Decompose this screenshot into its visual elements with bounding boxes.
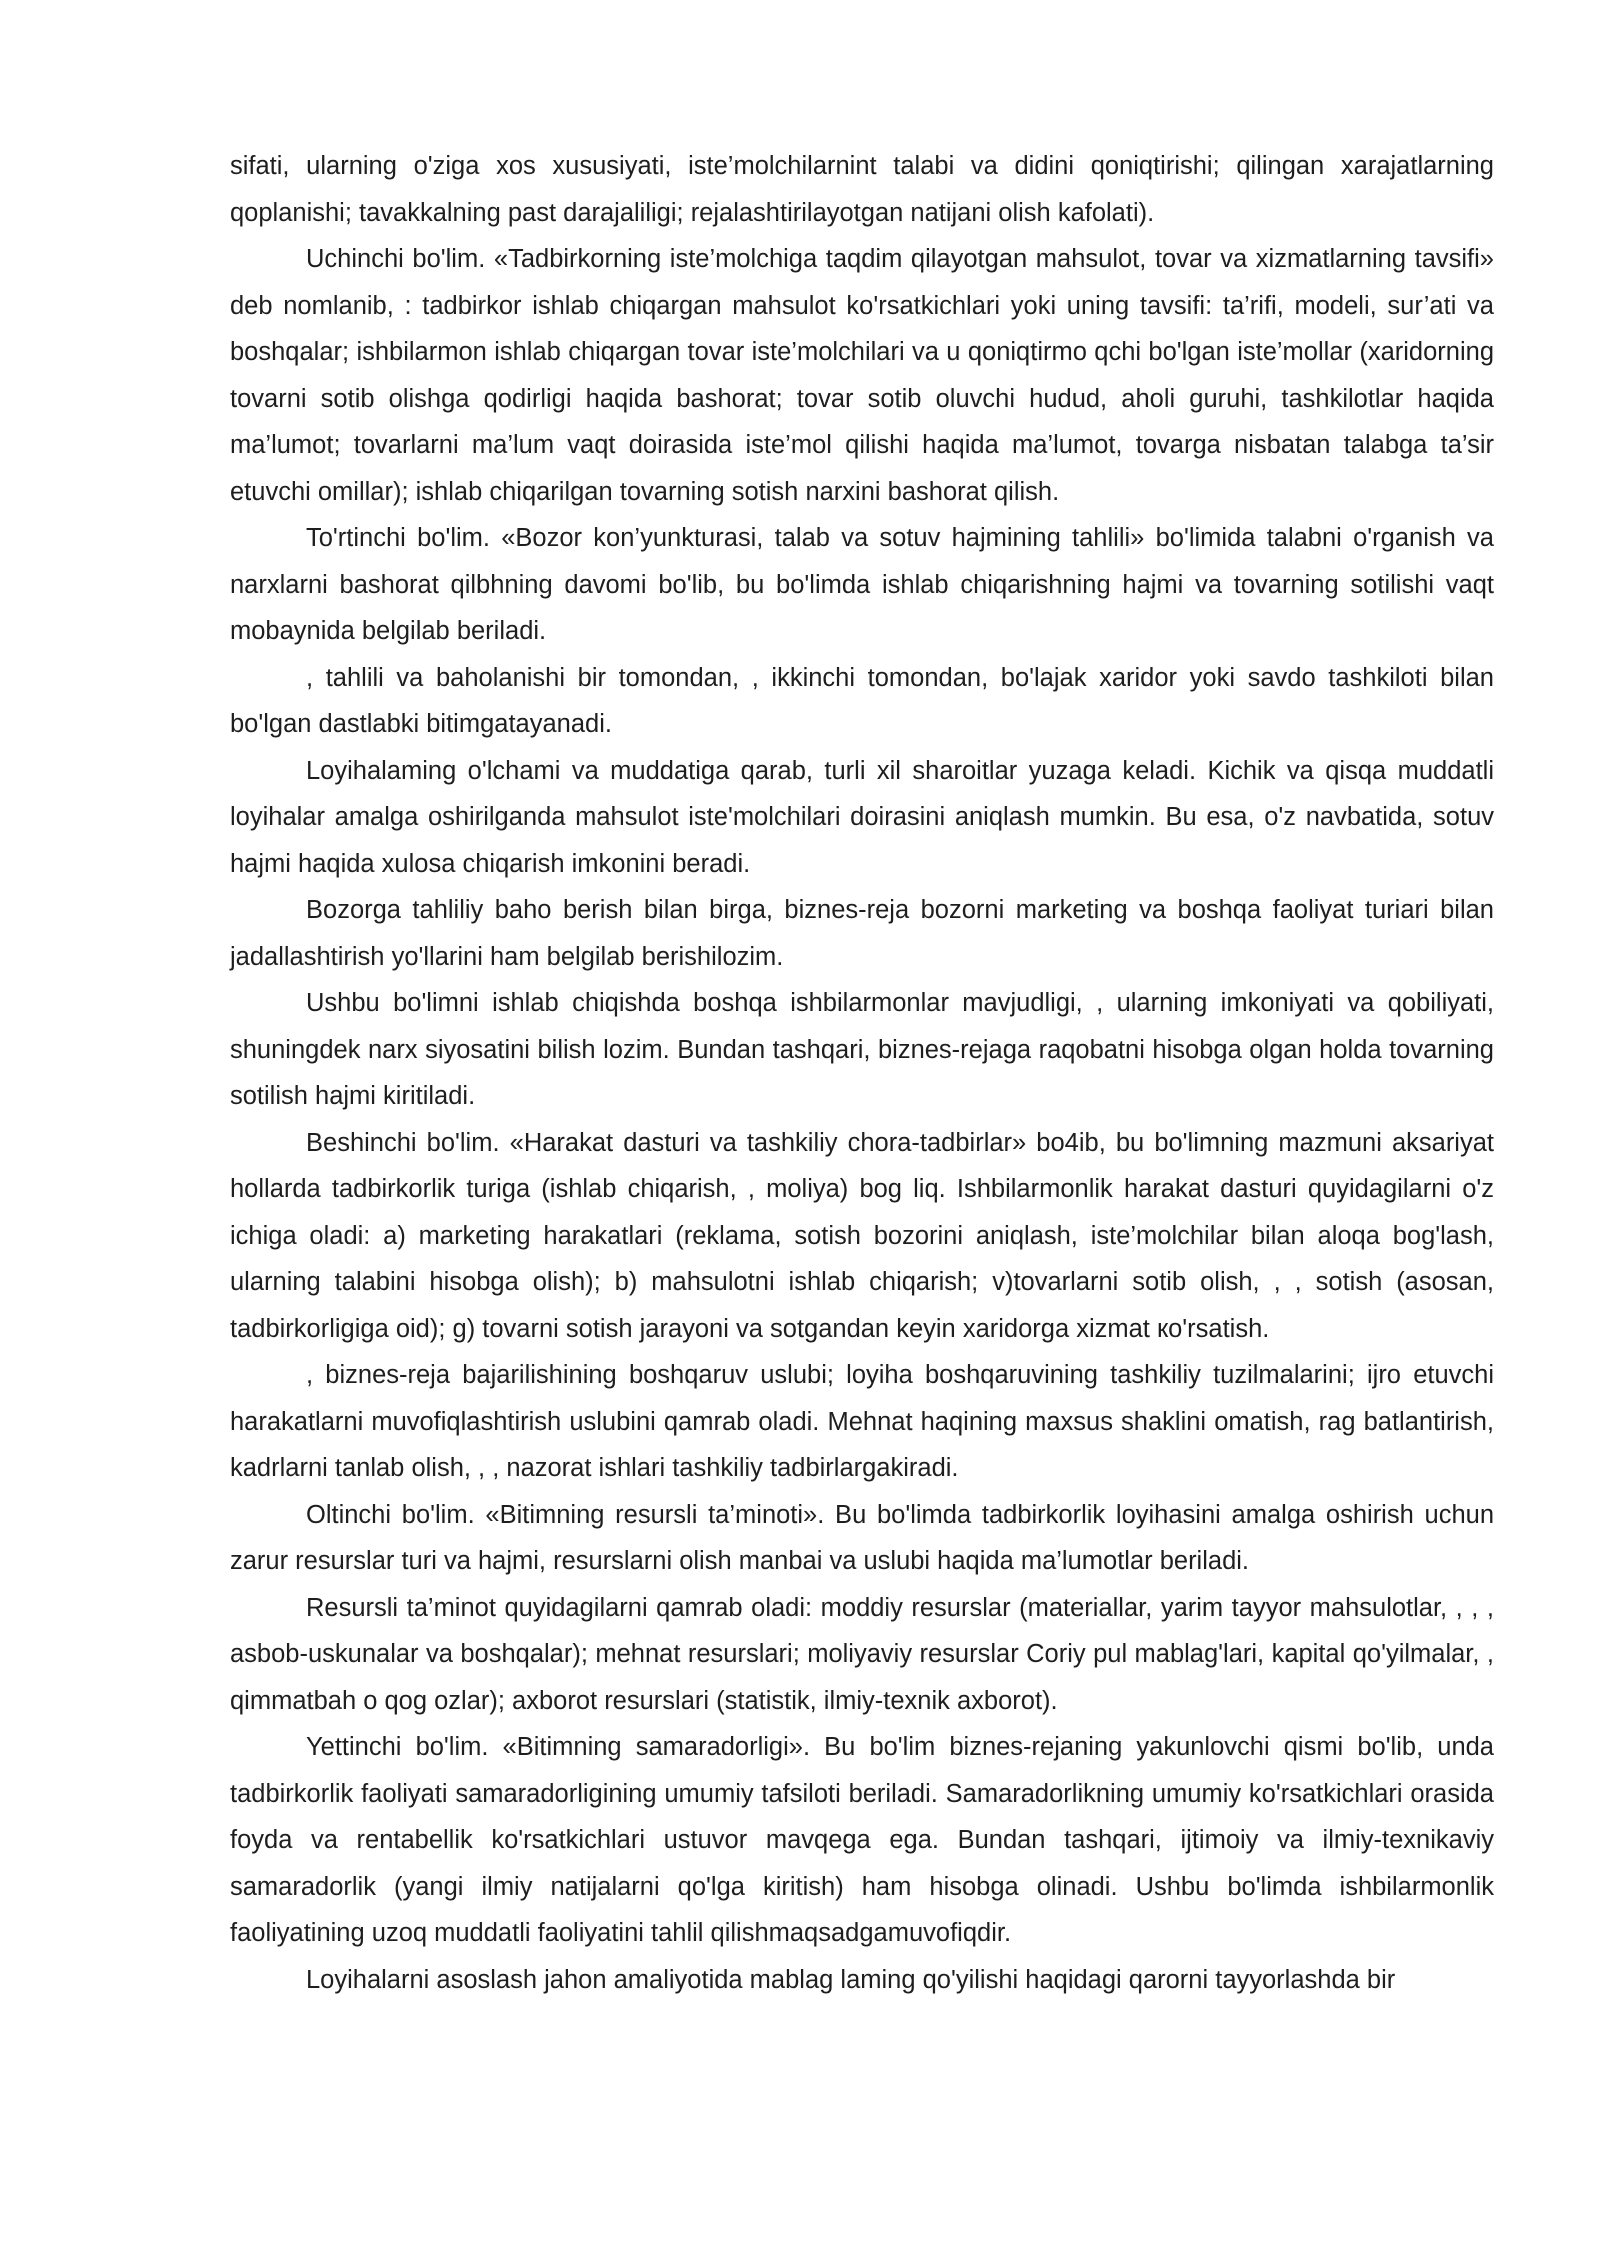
paragraph-6: Bozorga tahliliy baho berish bilan birga, biznes-reja bozorni marketing va boshqa faoliyat turiari bilan jadallashtirish yo'llarini ham belgilab berishilozim. — [230, 896, 1494, 971]
paragraph-11: Resursli ta’minot quyidagilarni qamrab oladi: moddiy resurslar (materiallar, yarim tayyor mahsulotlar, , , , asbob-uskunalar va boshqalar); mehnat resurslari; moliyaviy resurslar Coriy pul mablag'lari, kapital qo'yilmalar, , qimmatbah o qog ozlar); axborot resurslari (statistik, ilmiy-texnik axborot). — [230, 1593, 1494, 1715]
paragraph-9: , biznes-reja bajarilishining boshqaruv uslubi; loyiha boshqaruvining tashkiliy tuzilmalarini; ijro etuvchi harakatlarni muvofiqlashtirish uslubini qamrab oladi. Mehnat haqining maxsus shaklini omatish, rag batlantirish, kadrlarni tanlab olish, , , nazorat ishlari tashkiliy tadbirlargakiradi. — [230, 1361, 1494, 1482]
paragraph-2: Uchinchi bo'lim. «Tadbirkorning iste’molchiga taqdim qilayotgan mahsulot, tovar va xizmatlarning tavsifi» deb nomlanib, : tadbirkor ishlab chiqargan mahsulot ko'rsatkichlari yoki uning tavsifi: ta’rifi, modeli, sur’ati va boshqalar; ishbilarmon ishlab chiqargan tovar iste’molchilari va u qoniqtirmo qchi bo'lgan iste’mollar (xaridorning tovarni sotib olishga qodirligi haqida bashorat; tovar sotib oluvchi hudud, aholi guruhi, tashkilotlar haqida ma’lumot; tovarlarni ma’lum vaqt doirasida iste’mol qilishi haqida ma’lumot, tovarga nisbatan talabga ta’sir etuvchi omillar); ishlab chiqarilgan tovarning sotish narxini bashorat qilish. — [230, 245, 1494, 506]
paragraph-8: Beshinchi bo'lim. «Harakat dasturi va tashkiliy chora-tadbirlar» bo4ib, bu bo'limning mazmuni aksariyat hollarda tadbirkorlik turiga (ishlab chiqarish, , moliya) bog liq. Ishbilarmonlik harakat dasturi quyidagilarni o'z ichiga oladi: a) marketing harakatlari (reklama, sotish bozorini aniqlash, iste’molchilar bilan aloqa bog'lash, ularning talabini hisobga olish); b) mahsulotni ishlab chiqarish; v)tovarlarni sotib olish, , , sotish (asosan, tadbirkorligiga oid); g) tovarni sotish jarayoni va sotgandan keyin xaridorga xizmat кo'rsatish. — [230, 1128, 1494, 1343]
paragraph-10: Oltinchi bo'lim. «Bitimning resursli ta’minoti». Bu bo'limda tadbirkorlik loyihasini amalga oshirish uchun zarur resurslar turi va hajmi, resurslarni olish manbai va uslubi haqida ma’lumotlar beriladi. — [230, 1500, 1494, 1575]
paragraph-13: Loyihalarni asoslash jahon amaliyotida mablag laming qo'yilishi haqidagi qarorni tayyorlashda bir — [306, 1965, 1396, 1994]
paragraph-5: Loyihalaming o'lchami va muddatiga qarab, turli xil sharoitlar yuzaga keladi. Kichik va qisqa muddatli loyihalar amalga oshirilganda mahsulot iste'molchilari doirasini aniqlash mumkin. Bu esa, o'z navbatida, sotuv hajmi haqida xulosa chiqarish imkonini beradi. — [230, 756, 1494, 878]
paragraph-3: To'rtinchi bo'lim. «Bozor kon’yunkturasi, talab va sotuv hajmining tahlili» bo'limida talabni o'rganish va narxlarni bashorat qilbhning davomi bo'lib, bu bo'limda ishlab chiqarishning hajmi va tovarning sotilishi vaqt mobaynida belgilab beriladi. — [230, 524, 1494, 645]
document-page — [230, 143, 1494, 2003]
paragraph-7: Ushbu bo'limni ishlab chiqishda boshqa ishbilarmonlar mavjudligi, , ularning imkoniyati va qobiliyati, shuningdek narx siyosatini bilish lozim. Bundan tashqari, biznes-rejaga raqobatni hisobga olgan holda tovarning sotilish hajmi kiritiladi. — [230, 989, 1494, 1110]
paragraph-4: , tahlili va baholanishi bir tomondan, , ikkinchi tomondan, bo'lajak xaridor yoki savdo tashkiloti bilan bo'lgan dastlabki bitimgatayanadi. — [230, 663, 1494, 738]
paragraph-12: Yettinchi bo'lim. «Bitimning samaradorligi». Bu bo'lim biznes-rejaning yakunlovchi qismi bo'lib, unda tadbirkorlik faoliyati samaradorligining umumiy tafsiloti beriladi. Samaradorlikning umumiy ko'rsatkichlari orasida foyda va rentabellik ko'rsatkichlari ustuvor mavqega ega. Bundan tashqari, ijtimoiy va ilmiy-texnikaviy samaradorlik (yangi ilmiy natijalarni qo'lga kiritish) ham hisobga olinadi. Ushbu bo'limda ishbilarmonlik faoliyatining uzoq muddatli faoliyatini tahlil qilishmaqsadgamuvofiqdir. — [230, 1733, 1494, 1947]
paragraph-1: sifati, ularning o'ziga xos xususiyati, iste’molchilarnint talabi va didini qoniqtirishi; qilingan xarajatlarning qoplanishi; tavakkalning past darajaliligi; rejalashtirilayotgan natijani olish kafolati). — [230, 152, 1494, 227]
